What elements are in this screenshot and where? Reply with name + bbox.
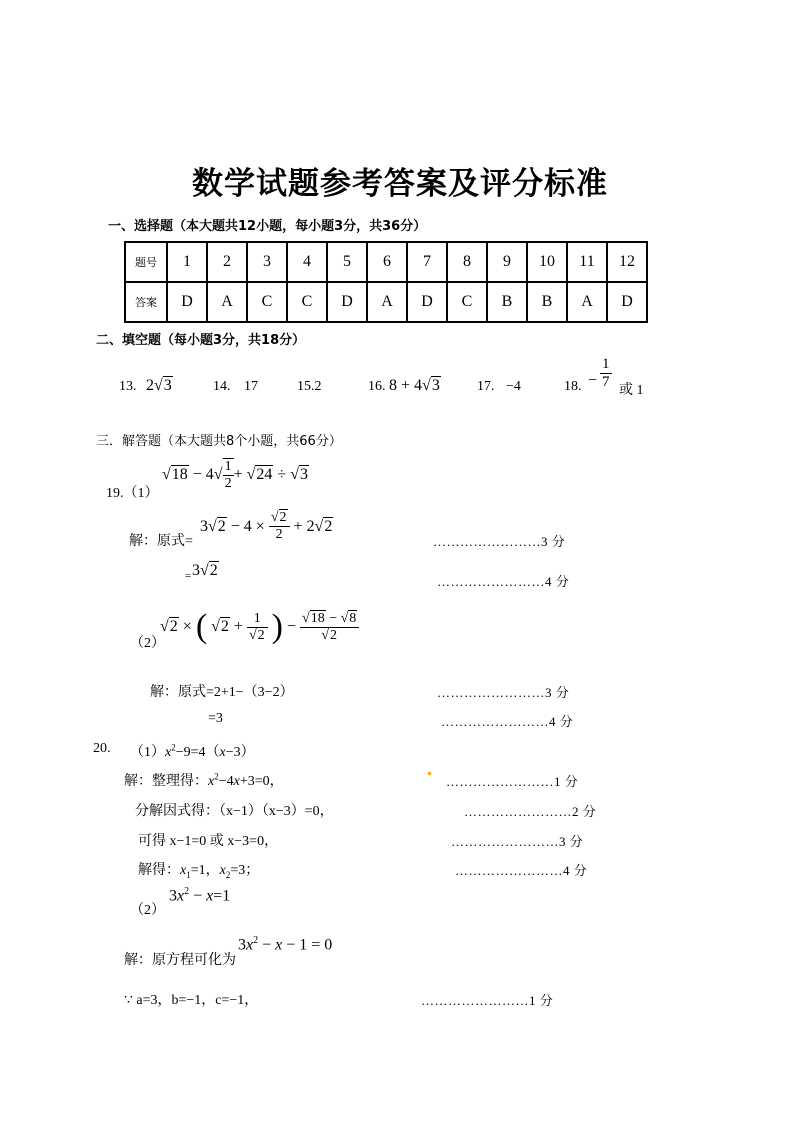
table-cell: 10 [527, 242, 567, 282]
table-cell: 11 [567, 242, 607, 282]
q20-line5: 解：原方程可化为 [124, 953, 236, 968]
q19-eq-sign: = [185, 570, 192, 582]
q20-p2-label: （2） [130, 903, 165, 918]
q20-score-2: ……………………2 分 [464, 804, 597, 819]
q19-expression: √18 − 4√ $\frac{1}{2}$ + √24 ÷ √3 [162, 459, 308, 491]
table-cell: A [207, 282, 247, 322]
table-cell: D [327, 282, 367, 322]
table-cell: 12 [607, 242, 647, 282]
fill-item-16: 16. 8 + 4√3 [368, 377, 440, 394]
row-label-question: 题号 [125, 242, 167, 282]
table-cell: D [407, 282, 447, 322]
stray-dot [428, 772, 431, 775]
q20-score-4: ……………………4 分 [455, 863, 588, 878]
q19-p2-score-4: ……………………4 分 [441, 714, 574, 729]
q19-p2-score-3: ……………………3 分 [437, 685, 570, 700]
q19-p2-line2: =3 [208, 711, 223, 726]
q20-line6: ∵ a=3，b=−1，c=−1， [124, 993, 259, 1008]
q20-p1: $(1)x^2-9=4(x-3)$ [130, 742, 255, 760]
table-cell: 5 [327, 242, 367, 282]
q20-score-5: ……………………1 分 [421, 993, 554, 1008]
table-cell: 2 [207, 242, 247, 282]
table-cell: 1 [167, 242, 207, 282]
table-cell: C [447, 282, 487, 322]
table-cell: B [527, 282, 567, 322]
q19-p2-label: （2） [130, 636, 165, 651]
q20-label: 20. [93, 741, 111, 756]
table-cell: A [567, 282, 607, 322]
table-cell: 4 [287, 242, 327, 282]
q20-line4: 解得：$x_1=1$，$x_2=3$； [138, 863, 260, 880]
q20-line3: 可得 x−1=0 或 x−3=0， [138, 834, 279, 849]
q19-sol-line1: 3√2 − 4 × $\frac{√2}{2}$ + 2√2 [200, 510, 333, 542]
table-cell: C [247, 282, 287, 322]
q20-p2-expression: $3x^2 - x=1$ [169, 886, 231, 905]
table-cell: D [607, 282, 647, 322]
q19-score-4: ……………………4 分 [437, 574, 570, 589]
q19-p2-line1: 解：原式=2+1−（3−2） [150, 685, 294, 700]
section3-heading: 三．解答题（本大题共8个小题，共66分） [96, 434, 342, 449]
q20-score-3: ……………………3 分 [451, 834, 584, 849]
q19-label: 19.（1） [106, 486, 159, 501]
table-row-answers [125, 282, 647, 322]
table-cell: 7 [407, 242, 447, 282]
section1-heading: 一、选择题（本大题共12小题，每小题3分，共36分） [108, 219, 427, 234]
q20-line2: 分解因式得：（x−1）（x−3）=0， [135, 804, 334, 819]
q19-score-3: ……………………3 分 [433, 534, 566, 549]
answer-table [124, 241, 648, 323]
table-cell: 6 [367, 242, 407, 282]
q20-score-1: ……………………1 分 [446, 774, 579, 789]
q20-p2-equation: $3x^2 - x - 1 = 0$ [238, 935, 333, 954]
q19-p2-expression: √2 × ( √2 + $\frac{1}{√2}$ ) − $\frac{√18 - √8}{√2}$ [160, 608, 359, 646]
q19-sol-line2: 3√2 [192, 562, 218, 579]
table-cell: 3 [247, 242, 287, 282]
fill-item-13: 13. 2√3 [119, 377, 172, 394]
page-title: 数学试题参考答案及评分标准 [192, 166, 608, 202]
q19-sol-prefix: 解：原式= [129, 534, 193, 549]
table-cell: A [367, 282, 407, 322]
row-label-answer: 答案 [125, 282, 167, 322]
q20-line1: 解：整理得：$x^2-4x+3=0$， [124, 771, 284, 789]
table-cell: 9 [487, 242, 527, 282]
fill-item-17: 17. −4 [477, 379, 521, 394]
table-cell: 8 [447, 242, 487, 282]
table-cell: D [167, 282, 207, 322]
table-cell: B [487, 282, 527, 322]
fill-item-14: 14. 17 [213, 379, 258, 394]
table-cell: C [287, 282, 327, 322]
table-row-numbers [125, 242, 647, 282]
fill-item-15: 15.2 [297, 379, 322, 394]
section2-heading: 二、填空题（每小题3分，共18分） [96, 333, 306, 348]
